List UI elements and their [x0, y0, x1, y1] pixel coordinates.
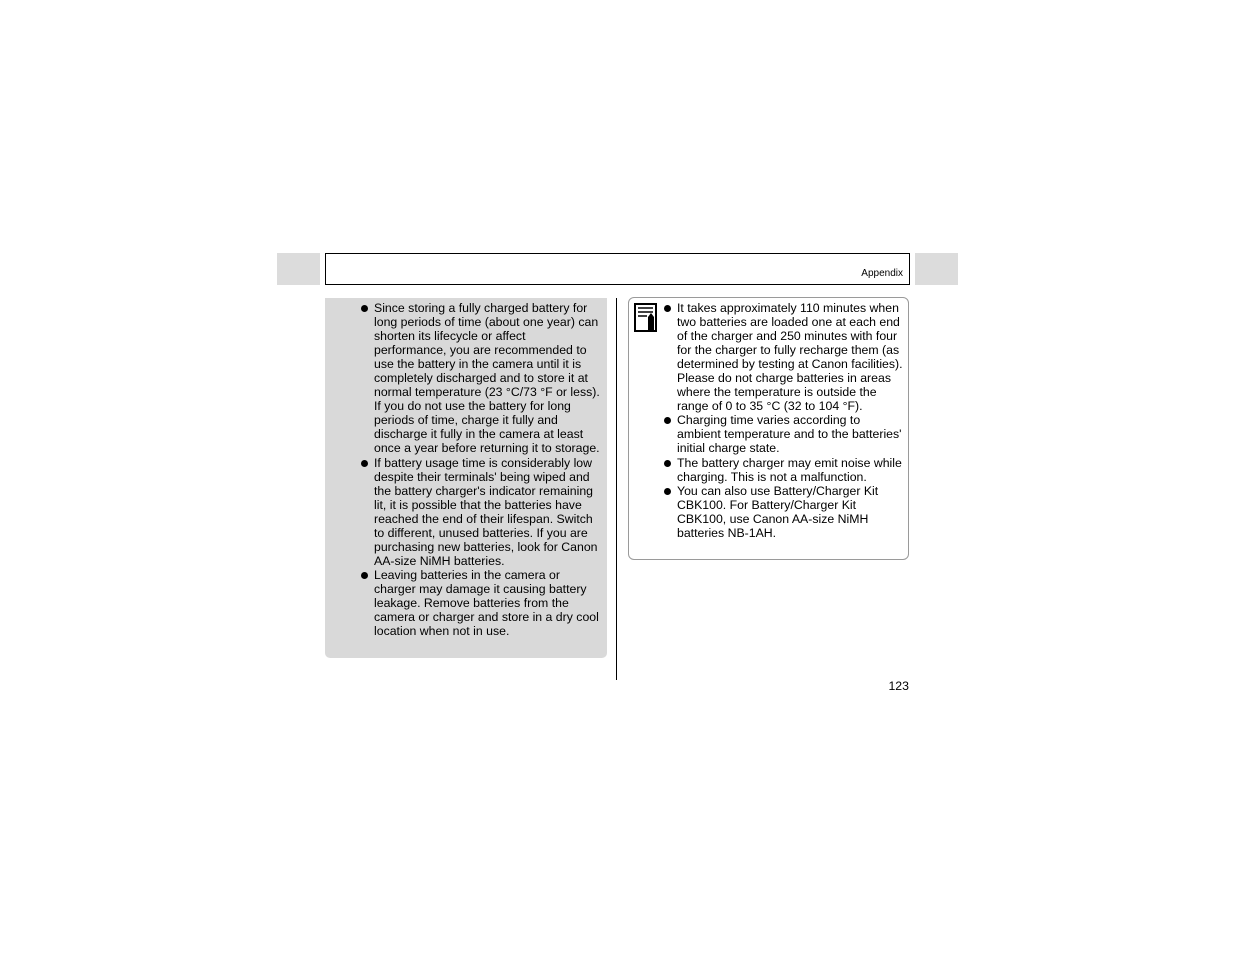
list-item-text: Charging time varies according to ambient temperature and to the batteries' initial charge state. [677, 413, 902, 456]
caution-list [361, 301, 601, 638]
list-item [664, 484, 906, 540]
right-header-tab [915, 253, 958, 285]
list-item [361, 568, 601, 638]
section-label: Appendix [861, 268, 903, 279]
list-item-text: You can also use Battery/Charger Kit CBK100. For Battery/Charger Kit CBK100, use Canon AA-size NiMH batteries NB-1AH. [677, 483, 879, 540]
list-item [664, 413, 906, 455]
page-header [325, 253, 910, 285]
list-item [664, 456, 906, 484]
memo-note-icon [634, 303, 658, 333]
bullet-icon [664, 305, 671, 312]
list-item-text: The battery charger may emit noise while charging. This is not a malfunction. [677, 455, 902, 484]
list-item-text: If battery usage time is considerably low despite their terminals' being wiped and the battery charger's indicator remaining lit, it is possible that the batteries have reached the end of their lifespan. Switch to different, unused batteries. If you are purchasing new batteries, look for Canon AA-size NiMH batteries. [374, 455, 598, 568]
page-number: 123 [888, 679, 909, 693]
list-item-text: Since storing a fully charged battery for long periods of time (about one year) can shorten its lifecycle or affect performance, you are recommended to use the battery in the camera until it is completely discharged and to store it at normal temperature (23 °C/73 °F or less). If you do not use the battery for long periods of time, charge it fully and discharge it fully in the camera at least once a year before returning it to storage. [374, 301, 600, 456]
bullet-icon [664, 417, 671, 424]
list-item-text: Leaving batteries in the camera or charger may damage it causing battery leakage. Remove batteries from the camera or charger and store in a dry cool location when not in use. [374, 567, 599, 639]
list-item [664, 301, 906, 413]
list-item [361, 301, 601, 456]
bullet-icon [361, 305, 368, 312]
bullet-icon [361, 572, 368, 579]
bullet-icon [361, 460, 368, 467]
note-list [664, 301, 906, 540]
column-divider [616, 298, 617, 680]
list-item-text: It takes approximately 110 minutes when two batteries are loaded one at each end of the charger and 250 minutes with four for the charger to fully recharge them (as determined by testing at Canon facilities). Please do not charge batteries in areas where the temperature is outside the range of 0 to 35 °C (32 to 104 °F). [677, 301, 903, 414]
bullet-icon [664, 488, 671, 495]
left-header-tab [277, 253, 320, 285]
list-item [361, 456, 601, 568]
bullet-icon [664, 460, 671, 467]
